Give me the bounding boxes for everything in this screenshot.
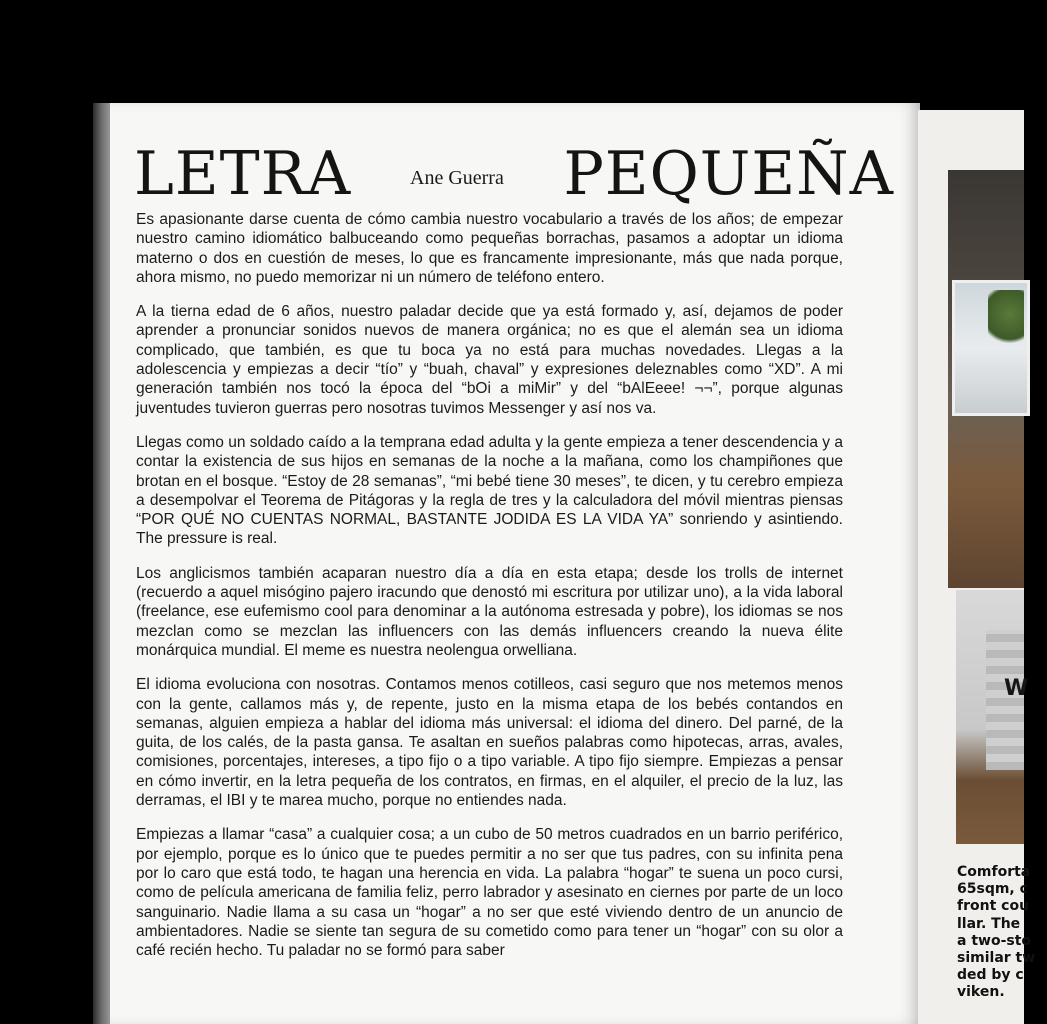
wall-sign: W <box>1004 676 1029 701</box>
caption-line: front cou <box>957 898 1030 915</box>
article-body <box>136 210 843 975</box>
caption-line: viken. <box>957 984 1005 1001</box>
caption-line: ded by c <box>957 967 1024 984</box>
article-paragraph: Los anglicismos también acaparan nuestro día a día en esta etapa; desde los trolls de internet (recuerdo a aquel misógino pajero iracundo que denostó mi escritura por utilizar uno), a la vida laboral (freelance, ese eufemismo cool para denominar a la autónoma estresada y pobre), los idiomas se nos mezclan como se mezclan las influencers con las demás influencers creando la nueva élite monárquica mundial. El meme es nuestra neolengua orwelliana. <box>136 564 843 659</box>
article-paragraph: Es apasionante darse cuenta de cómo cambia nuestro vocabulario a través de los años; de empezar nuestro camino idiomático balbuceando como pequeñas borrachas, pasamos a adoptar un idioma materno o dos en cuestión de meses, lo que es francamente impresionante, más que nada porque, ahora mismo, no puedo memorizar ni un número de teléfono entero. <box>136 211 843 286</box>
article-paragraph: Llegas como un soldado caído a la temprana edad adulta y la gente empieza a tener descendencia y a contar la existencia de sus hijos en semanas de la noche a la mañana, como los champiñones que brotan en el bosque. “Estoy de 28 semanas”, “mi bebé tiene 30 meses”, te dicen, y tu cerebro empieza a desempolvar el Teorema de Pitágoras y la regla de tres y la calculadora del móvil mientras piensas “POR QUÉ NO CUENTAS NORMAL, BASTANTE JODIDA ES LA VIDA YA” sonriendo y asintiendo. The pressure is real. <box>136 433 843 548</box>
caption-line: a two-sto <box>957 932 1032 949</box>
caption-line: 65sqm, c <box>957 881 1028 898</box>
caption-line: Comforta <box>957 864 1031 880</box>
caption-line: similar tw <box>957 950 1036 967</box>
left-page <box>110 103 920 1024</box>
right-page <box>918 110 1036 1024</box>
article-paragraph: Empiezas a llamar “casa” a cualquier cosa; a un cubo de 50 metros cuadrados en un barrio periférico, por ejemplo, porque es lo único que te puedes permitir a no ser que tus padres, con su infinita pena por lo caro que está todo, te hagan una herencia en vida. La palabra “hogar” te suena un poco cursi, como de película americana de familia feliz, perro labrador y asesinato en ciernes por parte de un loco sanguinario. Nadie llama a su casa un “hogar” a no ser que esté viviendo dentro de un anuncio de ambientadores. Nadie se siente tan segura de su cometido como para tener un “hogar” con su olor a café recién hecho. Tu paladar no se formó para saber <box>136 826 843 960</box>
title-word-pequena: PEQUEÑA <box>563 139 894 209</box>
article-paragraph: El idioma evoluciona con nosotras. Contamos menos cotilleos, casi seguro que nos metemos menos con la gente, callamos más y, de repente, justo en la misma etapa de los bebés contandos en semanas, alguien empieza a hablar del idioma más universal: el idioma del dinero. Del parné, de la guita, de los calés, de la pasta gansa. Te asaltan en sueños palabras como hipotecas, arras, avales, comisiones, porcentajes, intereses, a tipo fijo o a tipo variable. A tipo fijo siempre. Empiezas a pensar en cómo invertir, en la letra pequeña de los contratos, en firmas, en el alquiler, el precio de la luz, las derramas, el IBI y te marea mucho, porque no entiendes nada. <box>136 676 843 810</box>
article-header <box>134 139 894 209</box>
room-photo <box>956 590 1029 844</box>
caption-line: llar. The <box>957 915 1021 932</box>
article-paragraph: A la tierna edad de 6 años, nuestro paladar decide que ya está formado y, así, dejamos de poder aprender a pronunciar sonidos nuevos de manera orgánica; no es que el alemán sea un idioma complicado, que también, es que tu boca ya no está para muchas novedades. Llegas a la adolescencia y empiezas a decir “tío” y “buah, chaval” y expresiones deleznables como “XD”. A mi generación también nos tocó la época del “bOi a miMir” y del “bAlEeee! ¬¬”, porque algunas juventudes tuvieron guerras pero nosotras tuvimos Messenger y así nos va. <box>136 303 843 417</box>
interior-photo <box>948 170 1024 588</box>
photo-caption <box>957 864 1047 1002</box>
tree <box>988 290 1024 350</box>
title-word-letra: LETRA <box>134 139 352 209</box>
author-name: Ane Guerra <box>410 167 504 189</box>
